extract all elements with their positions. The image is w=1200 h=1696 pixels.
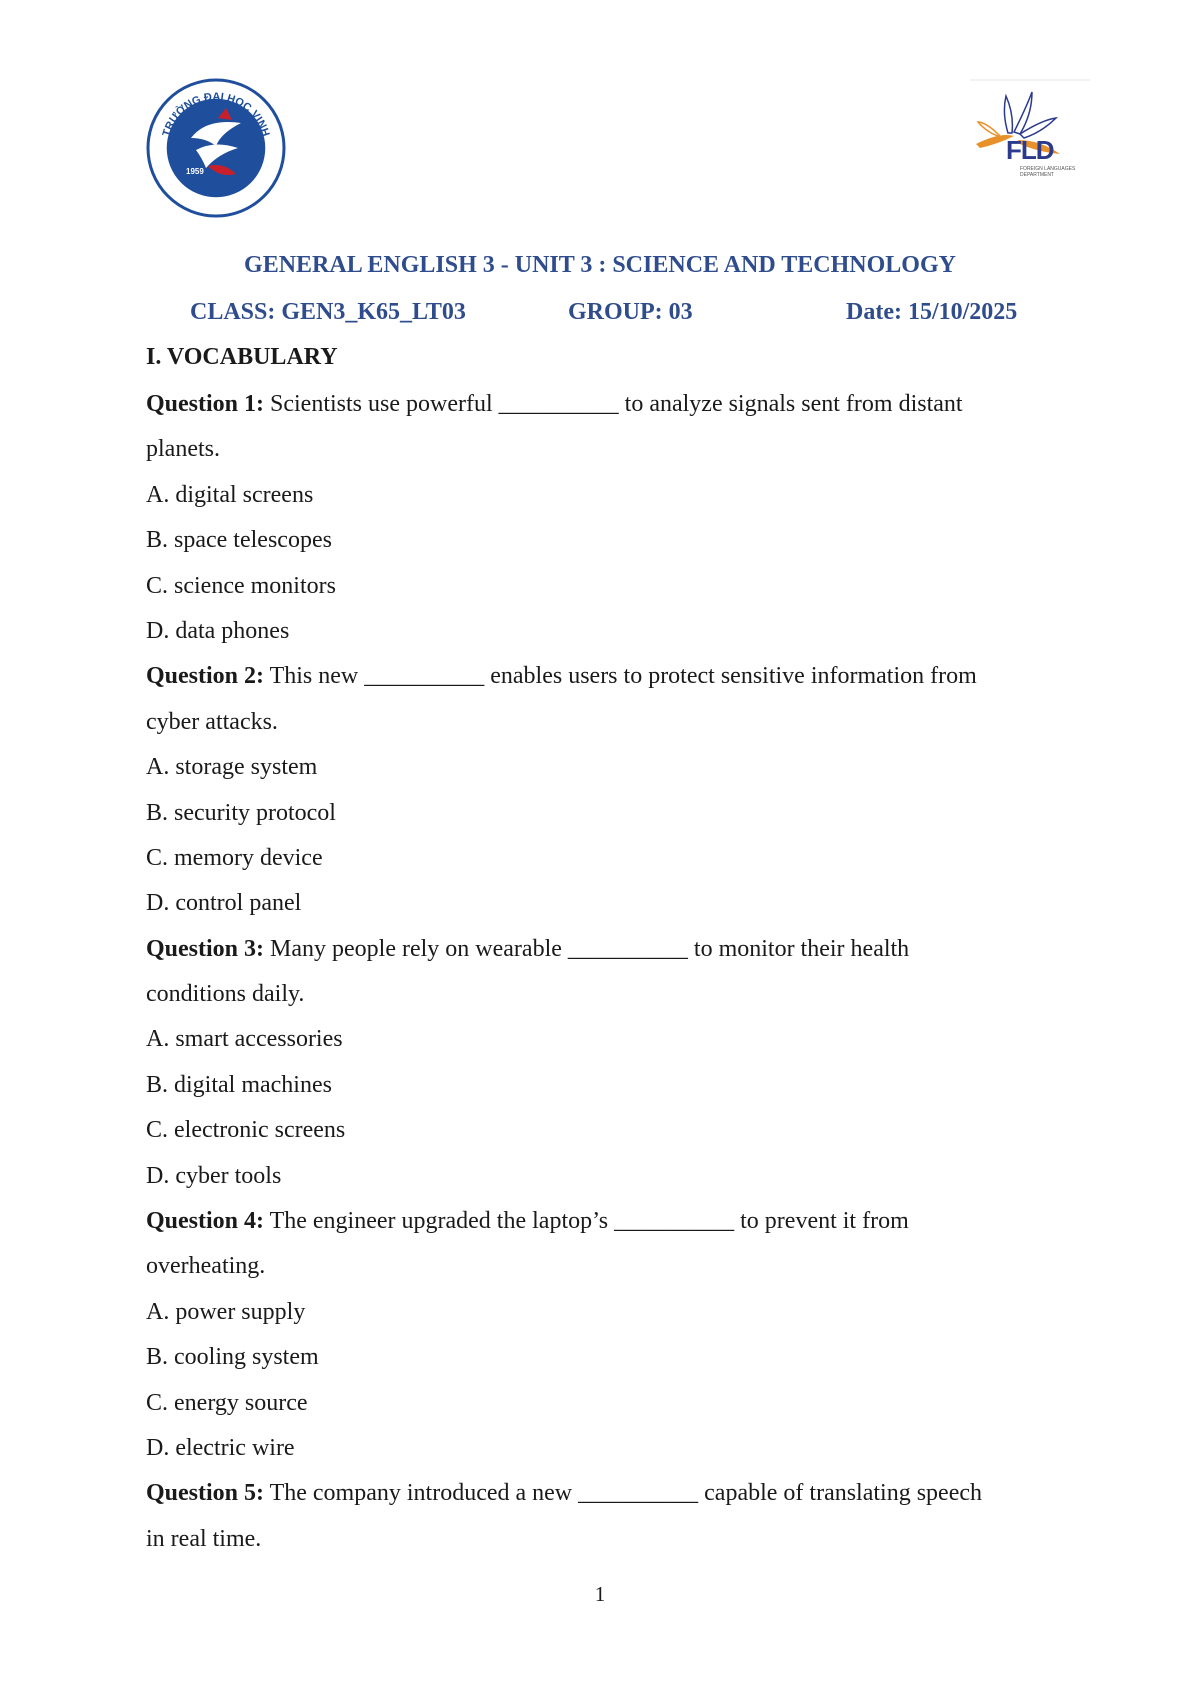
section-heading: I. VOCABULARY — [146, 344, 338, 370]
question-text: Many people rely on wearable __________ to monitor their health — [264, 935, 910, 962]
question-2-stem-cont: cyber attacks. — [146, 708, 278, 735]
question-text: The engineer upgraded the laptop’s __________ to prevent it from — [264, 1208, 909, 1235]
option-c: C. electronic screens — [146, 1117, 346, 1144]
question-5-stem-cont: in real time. — [146, 1525, 262, 1552]
question-3-stem — [146, 927, 1076, 972]
document-title: GENERAL ENGLISH 3 - UNIT 3 : SCIENCE AND TECHNOLOGY — [244, 252, 956, 278]
question-4-stem-cont: overheating. — [146, 1253, 266, 1280]
option-b: B. security protocol — [146, 799, 336, 826]
svg-text:1959: 1959 — [186, 167, 204, 176]
svg-text:TRƯỜNG ĐẠI HỌC VINH: TRƯỜNG ĐẠI HỌC VINH — [160, 90, 272, 139]
question-label: Question 2: — [146, 663, 265, 690]
question-3-stem-cont: conditions daily. — [146, 981, 305, 1008]
question-list — [146, 382, 1076, 1562]
question-1-stem-cont: planets. — [146, 436, 220, 463]
question-label: Question 3: — [146, 935, 265, 962]
option-b: B. space telescopes — [146, 527, 332, 554]
question-label: Question 4: — [146, 1208, 265, 1235]
option-a: A. power supply — [146, 1298, 306, 1325]
option-d: D. control panel — [146, 890, 302, 917]
question-label: Question 5: — [146, 1480, 265, 1507]
date-label: Date: 15/10/2025 — [846, 299, 1018, 325]
question-4-stem — [146, 1199, 1076, 1244]
question-2-stem — [146, 654, 1076, 699]
fld-logo-subtitle: FOREIGN LANGUAGES DEPARTMENT — [1020, 166, 1076, 178]
option-d: D. data phones — [146, 617, 290, 644]
svg-text:VINH UNIVERSITY: VINH UNIVERSITY — [176, 167, 256, 195]
option-a: A. smart accessories — [146, 1026, 343, 1053]
option-a: A. storage system — [146, 754, 318, 781]
option-d: D. cyber tools — [146, 1162, 282, 1189]
university-seal-logo — [146, 78, 286, 218]
question-text: Scientists use powerful __________ to analyze signals sent from distant — [264, 391, 963, 417]
question-1-stem — [146, 382, 1076, 427]
group-label: GROUP: 03 — [568, 299, 693, 325]
option-a: A. digital screens — [146, 481, 314, 508]
question-label: Question 1: — [146, 391, 265, 417]
option-c: C. memory device — [146, 844, 323, 871]
option-c: C. science monitors — [146, 572, 336, 599]
page-number: 1 — [594, 1582, 606, 1606]
question-text: The company introduced a new __________ capable of translating speech — [264, 1480, 983, 1507]
option-d: D. electric wire — [146, 1434, 295, 1461]
class-label: CLASS: GEN3_K65_LT03 — [190, 299, 466, 325]
question-text: This new __________ enables users to protect sensitive information from — [264, 663, 977, 690]
option-c: C. energy source — [146, 1389, 308, 1416]
option-b: B. digital machines — [146, 1071, 332, 1098]
question-5-stem — [146, 1471, 1076, 1516]
fld-logo-text: FLD — [1006, 135, 1054, 165]
option-b: B. cooling system — [146, 1344, 319, 1371]
